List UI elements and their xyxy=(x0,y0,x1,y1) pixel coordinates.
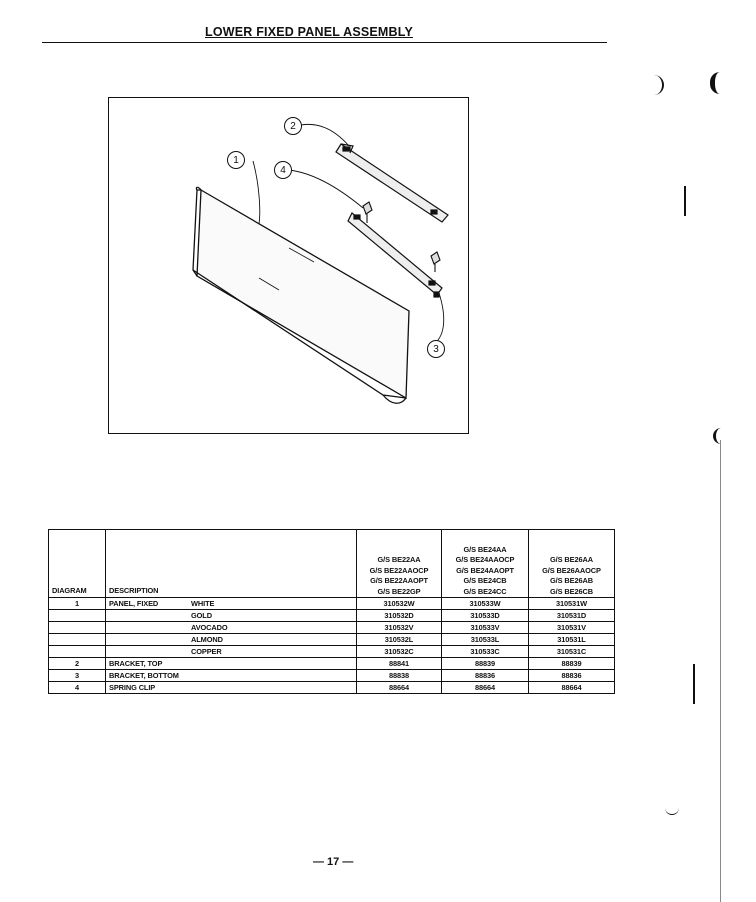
parts-table xyxy=(48,529,615,694)
color-name: GOLD xyxy=(191,611,212,620)
table-row xyxy=(49,622,615,634)
callout-3: 3 xyxy=(427,340,445,358)
assembly-illustration xyxy=(109,98,470,435)
description-text: BRACKET, TOP xyxy=(109,659,163,668)
part-number: 310531V xyxy=(529,622,615,634)
scan-artifact xyxy=(652,75,664,95)
header-model-group-3 xyxy=(529,530,615,598)
part-number: 310531C xyxy=(529,646,615,658)
header-model-group-2 xyxy=(442,530,529,598)
description-text: BRACKET, BOTTOM xyxy=(109,671,179,680)
color-name: ALMOND xyxy=(191,635,223,644)
part-number: 310532D xyxy=(357,610,442,622)
model-code: G/S BE24CB xyxy=(463,576,507,585)
part-description xyxy=(106,610,357,622)
scan-artifact xyxy=(720,440,721,902)
exploded-diagram xyxy=(108,97,469,434)
table-row xyxy=(49,610,615,622)
part-number: 310532C xyxy=(357,646,442,658)
diagram-number xyxy=(49,634,106,646)
part-description xyxy=(106,646,357,658)
part-number: 310531D xyxy=(529,610,615,622)
table-row xyxy=(49,670,615,682)
model-code: G/S BE26AA xyxy=(550,555,593,564)
fixed-panel-drawing xyxy=(193,187,409,403)
part-description xyxy=(106,670,357,682)
callout-1: 1 xyxy=(227,151,245,169)
callout-4: 4 xyxy=(274,161,292,179)
model-code: G/S BE26AB xyxy=(550,576,593,585)
model-code: G/S BE24CC xyxy=(463,586,507,596)
model-code: G/S BE24AAOPT xyxy=(456,565,514,575)
header-diagram: DIAGRAM xyxy=(49,530,106,598)
scan-artifact xyxy=(684,186,686,216)
diagram-number xyxy=(49,622,106,634)
diagram-number xyxy=(49,610,106,622)
part-number: 310532L xyxy=(357,634,442,646)
callout-2: 2 xyxy=(284,117,302,135)
part-number: 310533C xyxy=(442,646,529,658)
page-number: — 17 — xyxy=(313,856,354,868)
table-row xyxy=(49,646,615,658)
part-number: 88664 xyxy=(442,682,529,694)
diagram-number: 1 xyxy=(49,598,106,610)
part-number: 310533V xyxy=(442,622,529,634)
part-number: 88664 xyxy=(529,682,615,694)
part-number: 310531W xyxy=(529,598,615,610)
part-number: 88664 xyxy=(357,682,442,694)
page-title: LOWER FIXED PANEL ASSEMBLY xyxy=(205,25,414,39)
part-description xyxy=(106,622,357,634)
description-text: SPRING CLIP xyxy=(109,683,156,692)
table-row xyxy=(49,658,615,670)
diagram-number: 3 xyxy=(49,670,106,682)
diagram-number xyxy=(49,646,106,658)
top-bracket-drawing xyxy=(336,144,448,222)
part-number: 88839 xyxy=(529,658,615,670)
part-number: 88838 xyxy=(357,670,442,682)
part-description xyxy=(106,682,357,694)
part-description xyxy=(106,598,357,610)
table-row xyxy=(49,682,615,694)
part-number: 88841 xyxy=(357,658,442,670)
model-code: G/S BE22AA xyxy=(377,555,421,564)
scan-artifact xyxy=(693,664,695,704)
diagram-number: 2 xyxy=(49,658,106,670)
table-row xyxy=(49,598,615,610)
model-code: G/S BE24AA xyxy=(463,544,507,554)
part-number: 310533W xyxy=(442,598,529,610)
part-number: 88836 xyxy=(529,670,615,682)
part-description xyxy=(106,658,357,670)
model-code: G/S BE26CB xyxy=(550,586,593,596)
part-number: 88839 xyxy=(442,658,529,670)
color-name: WHITE xyxy=(191,599,215,608)
part-number: 310531L xyxy=(529,634,615,646)
table-header-row xyxy=(49,530,615,598)
scan-artifact xyxy=(665,806,679,815)
header-model-group-1 xyxy=(357,530,442,598)
part-number: 310533D xyxy=(442,610,529,622)
header-description: DESCRIPTION xyxy=(106,530,357,598)
color-name: AVOCADO xyxy=(191,623,228,632)
description-text: PANEL, FIXED xyxy=(109,599,159,608)
model-code: G/S BE26AAOCP xyxy=(542,565,601,575)
part-description xyxy=(106,634,357,646)
color-name: COPPER xyxy=(191,647,222,656)
diagram-number: 4 xyxy=(49,682,106,694)
model-code: G/S BE22AAOCP xyxy=(369,565,429,575)
part-number: 310532V xyxy=(357,622,442,634)
model-code: G/S BE24AAOCP xyxy=(455,555,515,564)
part-number: 310533L xyxy=(442,634,529,646)
scan-artifact xyxy=(710,72,725,94)
part-number: 310532W xyxy=(357,598,442,610)
title-rule xyxy=(42,42,607,43)
model-code: G/S BE22GP xyxy=(377,586,421,596)
model-code: G/S BE22AAOPT xyxy=(370,576,428,585)
table-row xyxy=(49,634,615,646)
part-number: 88836 xyxy=(442,670,529,682)
